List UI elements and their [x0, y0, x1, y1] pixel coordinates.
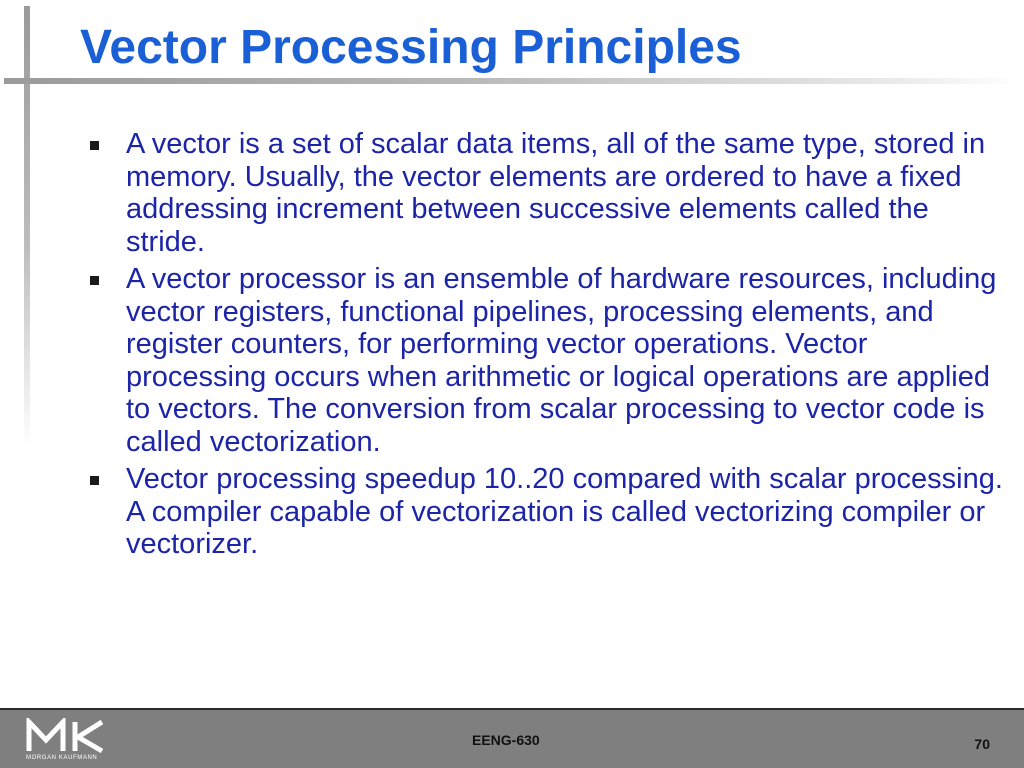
- slide-title: Vector Processing Principles: [80, 21, 742, 74]
- course-code: EENG-630: [472, 732, 540, 748]
- square-bullet-icon: [90, 141, 99, 150]
- square-bullet-icon: [90, 276, 99, 285]
- logo-wordmark: MORGAN KAUFMANN: [26, 755, 98, 761]
- bullet-text: A vector is a set of scalar data items, all of the same type, stored in memory. Usually, the vector elements are ordered to have a fixed addressing increment between successive elements called the stride.: [126, 128, 986, 258]
- bullet-list: [88, 128, 1008, 566]
- bullet-item: [88, 128, 1008, 258]
- square-bullet-icon: [90, 476, 99, 485]
- bullet-text: A vector processor is an ensemble of hardware resources, including vector registers, functional pipelines, processing elements, and register counters, for performing vector operations. Vector processing occurs when arithmetic or logical operations are applied to vectors. The conversion from scalar processing to vector code is called vectorization.: [126, 263, 997, 458]
- page-number: 70: [974, 736, 990, 752]
- bullet-item: [88, 463, 1008, 561]
- footer-bar: [0, 708, 1024, 768]
- mk-logo-icon: [26, 718, 106, 754]
- bullet-item: [88, 263, 1008, 458]
- bullet-text: Vector processing speedup 10..20 compared with scalar processing. A compiler capable of vectorization is called vectorizing compiler or vectorizer.: [126, 463, 1003, 560]
- morgan-kaufmann-logo: [26, 718, 106, 764]
- decorative-horizontal-bar: [4, 78, 1020, 84]
- decorative-vertical-bar: [24, 6, 30, 446]
- footer-divider: [0, 708, 1024, 710]
